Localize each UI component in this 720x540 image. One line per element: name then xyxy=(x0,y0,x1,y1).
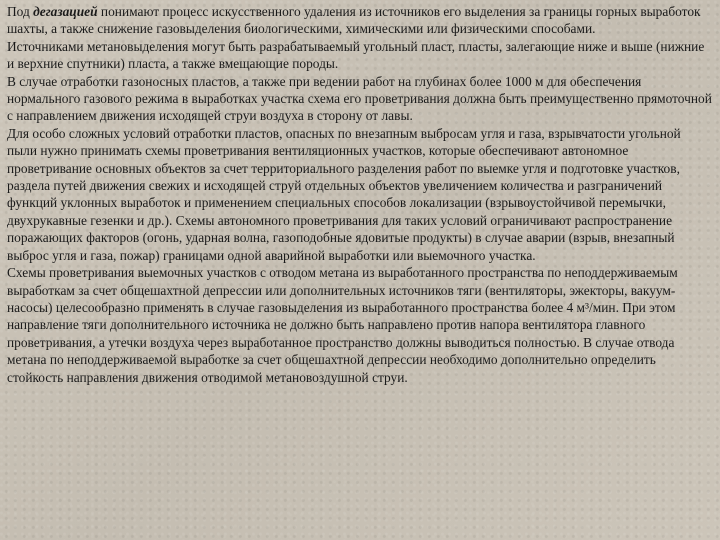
paragraph-methane-sources: Источниками метановыделения могут быть разрабатываемый угольный пласт, пласты, залегающие ниже и выше (нижние и верхние спутники) пласта, а также вмещающие породы. xyxy=(7,38,705,72)
term-degassing: дегазацией xyxy=(33,4,98,19)
paragraph-complex-conditions: Для особо сложных условий отработки пластов, опасных по внезапным выбросам угля и газа, взрывчатости угольной пыли нужно принимать схемы проветривания вентиляционных участков, которые обеспечивают автономное проветривание основных объектов за счет территориального разделения работ по выемке угля и подготовке участков, раздела путей движения свежих и исходящей струй отдельных объектов увеличением количества и разграничений функций уклонных выработок и применением специальных способов локализации (взрывоустойчивой перемычки, двухрукавные гезенки и др.). Схемы автономного проветривания для таких условий ограничивают распространение поражающих факторов (огонь, ударная волна, газоподобные ядовитые продукты) в случае аварии (взрыв, внезапный выброс угля и газа, пожар) границами одной аварийной выработки или выемочного участка. xyxy=(7,125,681,263)
paragraph-lead: Под xyxy=(7,4,34,19)
paragraph-rest: понимают процесс искусственного удаления из источников его выделения за границы горных выработок шахты, а также снижение газовыделения биологическими, химическими или физическими способами. xyxy=(7,4,701,37)
paragraph-ventilation-schemes: Схемы проветривания выемочных участков с отводом метана из выработанного пространства по неподдерживаемым выработкам за счет общешахтной депрессии или дополнительных источников тяги (вентиляторы, эжекторы, вакуум-насосы) целесообразно применять в случае газовыделения из выработанного пространства более 4 м³/мин. При этом направление тяги дополнительного источника не должно быть направлено против напора вентилятора главного проветривания, а утечки воздуха через выработанное пространство должны выводиться полностью. В случае отвода метана по неподдерживаемой выработке за счет общешахтной депрессии необходимо дополнительно определить стойкость направления движения отводимой метановоздушной струи. xyxy=(7,265,678,385)
paragraph-degassing-definition xyxy=(7,3,712,38)
paragraph-gassy-seams: В случае отработки газоносных пластов, а также при ведении работ на глубинах более 1000 м для обеспечения нормального газового режима в выработках участка схема его проветривания должна быть преимущественно прямоточной с направлением движения исходящей струи воздуха в сторону от лавы. xyxy=(7,73,712,124)
document-text xyxy=(7,3,712,386)
